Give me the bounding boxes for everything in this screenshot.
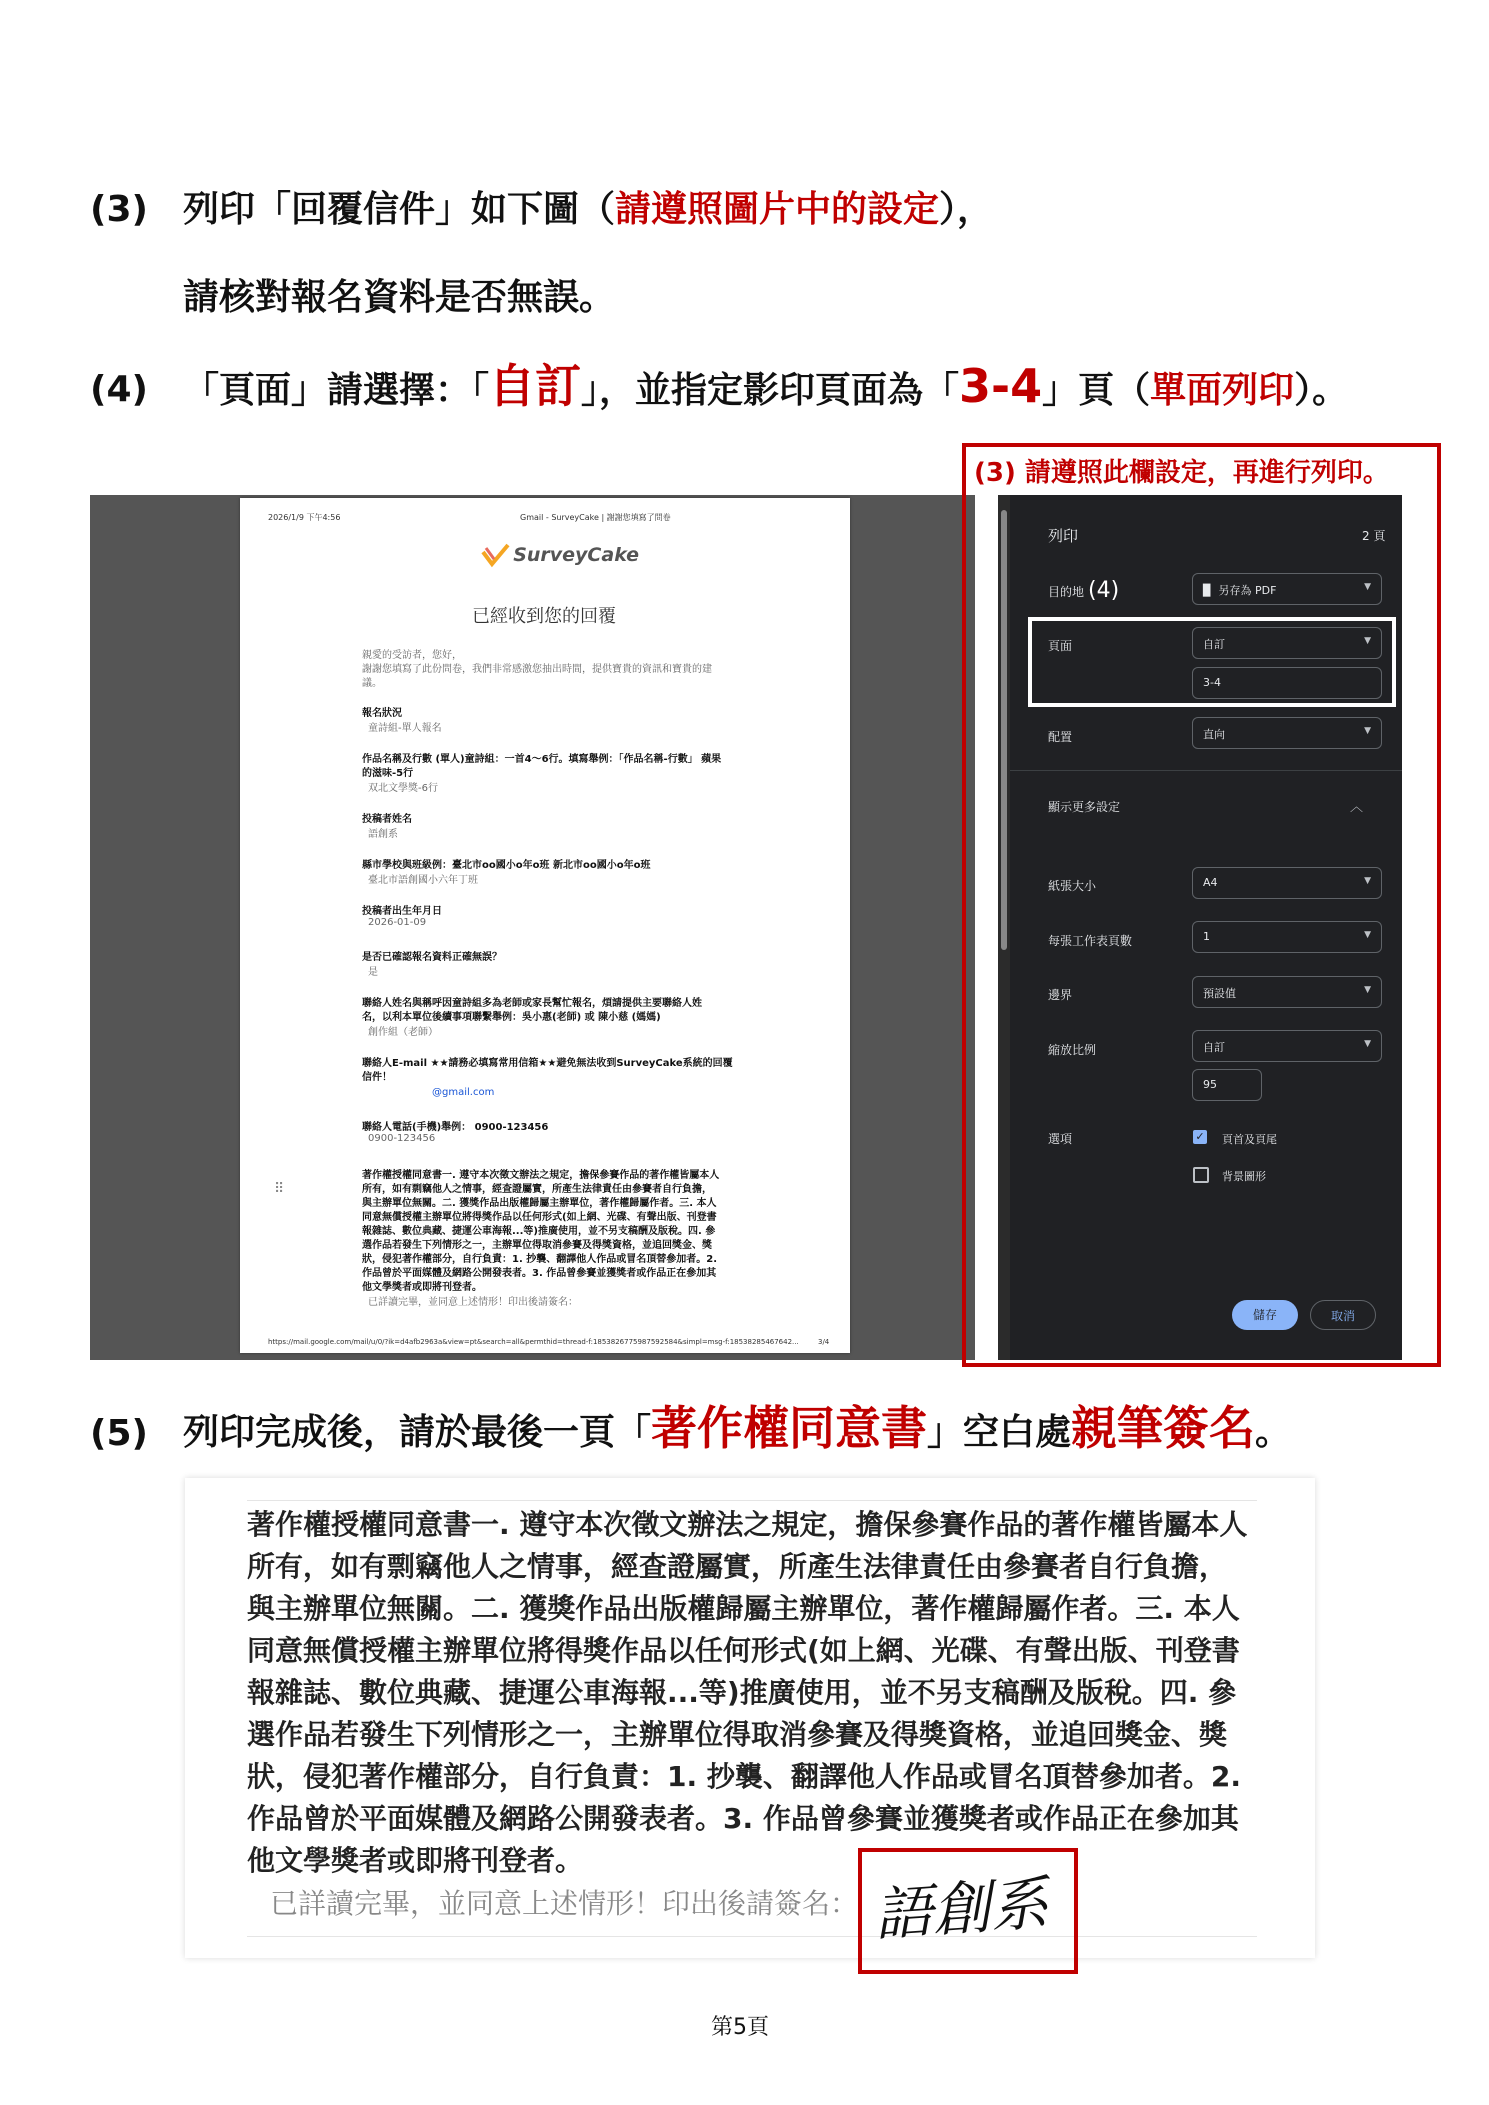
step-5-c: 」空白處 [927,1412,1072,1453]
sheet-consent: 同意無償授權主辦單位將得獎作品以任何形式(如上網、光碟、有聲出版、刊登書 [362,1212,717,1223]
consent-line: 著作權授權同意書一. 遵守本次徵文辦法之規定，擔保參賽作品的著作權皆屬本人 [247,1508,1248,1541]
settings-callout-box [962,443,1441,1367]
step-4-marker: (4) [1088,578,1120,603]
sign-prompt: 已詳讀完畢，並同意上述情形！印出後請簽名： [270,1887,859,1920]
sheet-consent: 狀，侵犯著作權部分，自行負責：1. 抄襲、翻譯他人作品或冒名頂替參加者。2. [362,1254,717,1265]
step-4-text [183,359,1349,413]
consent-zoom [185,1478,1315,1958]
print-title: 列印 [1048,527,1079,545]
pages-range-input[interactable]: 3-4 [1192,667,1382,699]
sheet-greeting: 議。 [362,678,382,689]
scale-label: 縮放比例 [1048,1043,1097,1057]
sheet-consent: 報雜誌、數位典藏、捷運公車海報...等)推廣使用，並不另支稿酬及版稅。四. 參 [362,1226,716,1237]
step-3-line2: 請核對報名資料是否無誤。 [183,277,616,318]
sheet-greeting: 謝謝您填寫了此份問卷，我們非常感激您抽出時間，提供寶貴的資訊和寶貴的建 [362,664,712,675]
sheet-consent: 他文學獎者或即將刊登者。 [362,1282,482,1293]
layout-select[interactable]: 直向 ▼ [1192,717,1382,749]
consent-line: 狀，侵犯著作權部分，自行負責：1. 抄襲、翻譯他人作品或冒名頂替參加者。2. [247,1760,1241,1793]
step-3-tail: ）， [939,189,994,230]
sheet-consent: 與主辦單位無關。二. 獲獎作品出版權歸屬主辦單位，著作權歸屬作者。三. 本人 [362,1198,717,1209]
margins-select[interactable]: 預設值 ▼ [1192,976,1382,1008]
step-5-a: 列印完成後，請於最後一頁「 [183,1412,652,1453]
consent-line: 他文學獎者或即將刊登者。 [247,1844,584,1877]
divider [247,1500,1257,1501]
pages-per-sheet-select[interactable]: 1 ▼ [1192,921,1382,953]
handwritten-signature: 語創系 [872,1869,1051,1949]
chevron-down-icon: ▼ [1364,582,1371,592]
step-5-e: 。 [1255,1412,1292,1453]
sheet-question: 聯絡人電話(手機)舉例： 0900-123456 [362,1122,549,1133]
sheet-answer: 是 [368,967,378,978]
preview-page [240,498,850,1353]
signature-highlight-box [858,1848,1078,1974]
consent-line: 與主辦單位無關。二. 獲獎作品出版權歸屬主辦單位，著作權歸屬作者。三. 本人 [247,1592,1240,1625]
divider [247,1936,1257,1937]
sheet-question: 是否已確認報名資料正確無誤？ [362,952,502,963]
sheet-question: 報名狀況 [362,708,402,719]
sheet-answer: 創作組（老師） [368,1027,438,1038]
consent-line: 選作品若發生下列情形之一，主辦單位得取消參賽及得獎資格，並追回獎金、獎 [247,1718,1228,1751]
step-4-c: 」，並指定影印頁面為「 [581,370,960,411]
layout-label: 配置 [1048,730,1073,744]
paper-size-label: 紙張大小 [1048,879,1097,893]
drag-handle-icon[interactable]: ⠿ [274,1181,285,1197]
settings-callout-label: (3) 請遵照此欄設定，再進行列印。 [974,458,1389,488]
step-4-a: 「頁面」請選擇：「 [183,370,490,411]
step-5-text [183,1401,1292,1455]
step-3-text [183,188,993,232]
consent-line: 同意無償授權主辦單位將得獎作品以任何形式(如上網、光碟、有聲出版、刊登書 [247,1634,1240,1667]
pdf-file-icon: ▉ [1203,584,1212,597]
step-4-number: (4) [90,369,148,410]
sheet-question: 聯絡人姓名與稱呼因童詩組多為老師或家長幫忙報名，煩請提供主要聯絡人姓 [362,998,702,1009]
options-label: 選項 [1048,1132,1073,1146]
step-5-consent: 著作權同意書 [651,1401,928,1455]
sheet-title: 已經收到您的回覆 [472,606,616,627]
header-footer-checkbox[interactable]: ✓ [1193,1130,1207,1144]
step-4-single: 單面列印 [1150,370,1295,411]
page-count: 2 頁 [1362,529,1386,543]
chevron-up-icon[interactable]: ︿ [1350,800,1364,815]
scale-input[interactable]: 95 [1192,1069,1262,1101]
step-3-emphasis: 請遵照圖片中的設定 [615,189,940,230]
sheet-footer-page: 3/4 [818,1338,830,1346]
more-settings-toggle[interactable]: 顯示更多設定 [1048,800,1121,814]
consent-line: 報雜誌、數位典藏、捷運公車海報...等)推廣使用，並不另支稿酬及版稅。四. 參 [247,1676,1237,1709]
chevron-down-icon: ▼ [1364,1039,1371,1049]
destination-label: 目的地 [1048,585,1085,599]
step-4-g: ）。 [1294,370,1349,411]
sheet-consent: 著作權授權同意書一. 遵守本次徵文辦法之規定，擔保參賽作品的著作權皆屬本人 [362,1170,720,1181]
chevron-down-icon: ▼ [1364,985,1371,995]
step-3-number: (3) [90,189,148,230]
sheet-question: 名，以利本單位後續事項聯繫舉例：吳小惠(老師) 或 陳小慈 (媽媽) [362,1012,661,1023]
margins-label: 邊界 [1048,988,1073,1002]
chevron-down-icon: ▼ [1364,636,1371,646]
cancel-button[interactable]: 取消 [1310,1300,1376,1330]
sheet-question: 信件！ [362,1072,392,1083]
sheet-answer: 0900-123456 [368,1133,436,1144]
sheet-question: 作品名稱及行數 (單人)童詩組：一首4～6行。填寫舉例：「作品名稱-行數」 蘋果 [362,754,722,765]
pages-label: 頁面 [1048,639,1073,653]
consent-line: 作品曾於平面媒體及網路公開發表者。3. 作品曾參賽並獲獎者或作品正在參加其 [247,1802,1239,1835]
step-3-lead: 列印「回覆信件」如下圖（ [183,189,616,230]
step-5-number: (5) [90,1413,148,1454]
sheet-answer: 語創系 [368,829,398,840]
paper-size-select[interactable]: A4 ▼ [1192,867,1382,899]
sheet-answer: @gmail.com [432,1087,495,1098]
step-4-range: 3-4 [959,359,1043,413]
step-4-custom: 自訂 [489,359,582,413]
sheet-greeting: 親愛的受訪者，您好， [362,650,462,661]
sheet-header: Gmail - SurveyCake | 謝謝您填寫了問卷 [520,513,671,522]
sheet-consent: 作品曾於平面媒體及網路公開發表者。3. 作品曾參賽並獲獎者或作品正在參加其 [362,1268,717,1279]
sheet-answer: 童詩組-單人報名 [368,723,442,734]
sheet-consent: 選作品若發生下列情形之一，主辦單位得取消參賽及得獎資格，並追回獎金、獎 [362,1240,712,1251]
surveycake-check-icon [480,542,510,568]
sheet-sign-prompt: 已詳讀完畢，並同意上述情形！印出後請簽名： [368,1297,578,1308]
background-graphics-label: 背景圖形 [1222,1170,1266,1183]
chevron-down-icon: ▼ [1364,876,1371,886]
save-button[interactable]: 儲存 [1232,1300,1298,1330]
surveycake-logo: SurveyCake [480,542,639,568]
pages-highlight-box [1028,617,1396,707]
sheet-answer: 2026-01-09 [368,917,427,928]
header-footer-label: 頁首及頁尾 [1222,1133,1277,1146]
sheet-consent: 所有，如有剽竊他人之情事，經查證屬實，所產生法律責任由參賽者自行負擔， [362,1184,712,1195]
page-number: 第5頁 [711,2015,769,2040]
chevron-down-icon: ▼ [1364,726,1371,736]
sheet-footer-url: https://mail.google.com/mail/u/0/?ik=d4afb2963a&view=pt&search=all&permthid=thread-f:1853826775987592584&simpl=msg-f:18538285467642... [268,1338,799,1346]
destination-select[interactable]: ▉ 另存為 PDF ▼ [1192,573,1382,605]
scale-select[interactable]: 自訂 ▼ [1192,1030,1382,1062]
sheet-question: 的滋味-5行 [362,768,414,779]
sheet-answer: 臺北市語創國小六年丁班 [368,875,478,886]
sheet-question: 投稿者姓名 [362,814,412,825]
sheet-question: 縣市學校與班級例：臺北市oo國小o年o班 新北市oo國小o年o班 [362,860,651,871]
chevron-down-icon: ▼ [1364,930,1371,940]
sheet-question: 投稿者出生年月日 [362,906,442,917]
sheet-question: 聯絡人E-mail ★★請務必填寫常用信箱★★避免無法收到SurveyCake系統的回覆 [362,1058,733,1069]
sheet-date: 2026/1/9 下午4:56 [268,513,341,522]
consent-line: 所有，如有剽竊他人之情事，經查證屬實，所產生法律責任由參賽者自行負擔， [247,1550,1228,1583]
pages-per-sheet-label: 每張工作表頁數 [1048,934,1133,948]
step-5-sign: 親筆簽名 [1071,1401,1256,1455]
sheet-answer: 双北文學獎-6行 [368,783,438,794]
pages-select[interactable]: 自訂 ▼ [1192,627,1382,659]
step-4-e: 」頁（ [1042,370,1151,411]
